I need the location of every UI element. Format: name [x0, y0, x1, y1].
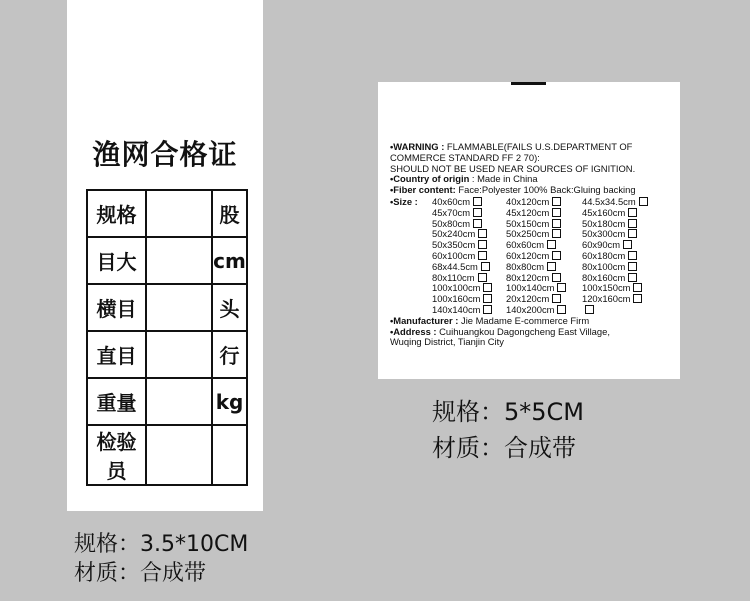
size-checkbox: [552, 197, 561, 206]
size-value: 60x90cm: [582, 239, 621, 251]
row-label: 重量: [87, 378, 146, 425]
care-label-tag: [378, 82, 680, 379]
size-checkbox: [628, 251, 637, 260]
size-checkbox: [552, 229, 561, 238]
certificate-row: [87, 190, 247, 237]
certificate-row: [87, 284, 247, 331]
size-value: 45x120cm: [506, 206, 550, 218]
row-unit: kg: [212, 378, 247, 425]
row-value-blank: [146, 190, 212, 237]
row-value-blank: [146, 378, 212, 425]
size-value: 60x180cm: [582, 249, 626, 261]
fiber-line: [390, 185, 676, 196]
size-checkbox: [483, 294, 492, 303]
size-checkbox: [481, 262, 490, 271]
size-checkbox: [557, 283, 566, 292]
size-value: 60x120cm: [506, 249, 550, 261]
size-value: 50x250cm: [506, 228, 550, 240]
warning-text: FLAMMABLE(FAILS U.S.DEPARTMENT OF: [444, 141, 633, 152]
size-value: 80x110cm: [432, 271, 475, 283]
size-checkbox: [552, 208, 561, 217]
row-label: 横目: [87, 284, 146, 331]
address-label: •Address :: [390, 325, 437, 337]
row-unit: cm: [212, 237, 247, 284]
size-value: 50x300cm: [582, 228, 626, 240]
size-value: 45x160cm: [582, 206, 626, 218]
size-value: 100x140cm: [506, 282, 555, 294]
size-value: 50x80cm: [432, 217, 471, 229]
left-material-caption: 材质：合成带: [74, 561, 207, 586]
row-value-blank: [146, 284, 212, 331]
warning-line-2: COMMERCE STANDARD FF 2 70):: [390, 151, 540, 163]
size-checkbox: [483, 305, 492, 314]
right-spec-caption: 规格：5*5CM: [432, 398, 585, 426]
size-checkbox: [483, 283, 492, 292]
size-checkbox: [473, 197, 482, 206]
size-value: 68x44.5cm: [432, 260, 478, 272]
size-checkbox: [552, 273, 561, 282]
row-label: 规格: [87, 190, 146, 237]
size-checkbox: [478, 240, 487, 249]
size-section: [390, 197, 676, 316]
row-unit: 行: [212, 331, 247, 378]
fiber-value: Face:Polyester 100% Back:Gluing backing: [455, 184, 636, 196]
size-value: 80x160cm: [582, 271, 626, 283]
certificate-table: [86, 189, 248, 486]
size-value: 100x150cm: [582, 282, 631, 294]
address-value: Cuihuangkou Dagongcheng East Village,: [436, 325, 610, 337]
certificate-row: [87, 425, 247, 485]
right-material-caption: 材质：合成带: [432, 434, 576, 462]
certificate-row: [87, 237, 247, 284]
size-option: [582, 305, 648, 316]
warning-label: •WARNING :: [390, 141, 445, 152]
size-option: [582, 294, 648, 305]
size-checkbox: [628, 208, 637, 217]
row-unit: [212, 425, 247, 485]
size-value: 50x150cm: [506, 217, 550, 229]
size-value: 44.5x34.5cm: [582, 195, 636, 207]
size-checkbox: [628, 273, 637, 282]
size-value: 40x120cm: [506, 195, 550, 207]
row-label: 检验员: [87, 425, 146, 485]
row-label: 直目: [87, 331, 146, 378]
size-label: •Size :: [390, 195, 418, 207]
size-checkbox: [478, 273, 487, 282]
size-value: 80x100cm: [582, 260, 626, 272]
fiber-label: •Fiber content:: [390, 184, 456, 196]
size-value: 120x160cm: [582, 293, 631, 305]
size-value: 140x200cm: [506, 303, 555, 315]
size-checkbox: [552, 219, 561, 228]
row-value-blank: [146, 425, 212, 485]
size-checkbox: [623, 240, 632, 249]
fishing-net-certificate-tag: [67, 0, 263, 511]
row-unit: 头: [212, 284, 247, 331]
size-checkbox: [552, 294, 561, 303]
row-unit: 股: [212, 190, 247, 237]
size-value: 100x160cm: [432, 293, 481, 305]
size-checkbox: [473, 208, 482, 217]
address-line-2: Wuqing District, Tianjin City: [390, 336, 504, 348]
size-checkbox: [633, 283, 642, 292]
certificate-title: 渔网合格证: [92, 138, 238, 171]
size-value: 50x180cm: [582, 217, 626, 229]
size-checkbox: [628, 262, 637, 271]
size-checkbox: [628, 219, 637, 228]
size-checkbox: [478, 229, 487, 238]
size-checkbox: [473, 219, 482, 228]
row-value-blank: [146, 237, 212, 284]
size-value: 50x350cm: [432, 239, 476, 251]
size-value: 140x140cm: [432, 303, 481, 315]
size-value: 80x120cm: [506, 271, 550, 283]
size-checkbox: [552, 251, 561, 260]
tag-notch: [511, 82, 546, 85]
warning-line-3: SHOULD NOT BE USED NEAR SOURCES OF IGNITION.: [390, 162, 636, 174]
size-checkbox: [639, 197, 648, 206]
left-spec-caption: 规格：3.5*10CM: [74, 532, 249, 557]
row-label: 目大: [87, 237, 146, 284]
size-checkbox: [557, 305, 566, 314]
certificate-row: [87, 331, 247, 378]
size-value: 60x100cm: [432, 249, 476, 261]
size-checkbox: [633, 294, 642, 303]
manufacturer-value: Jie Madame E-commerce Firm: [458, 314, 590, 326]
size-value: 45x70cm: [432, 206, 471, 218]
care-label-text: [390, 142, 676, 348]
size-checkbox: [478, 251, 487, 260]
certificate-row: [87, 378, 247, 425]
origin-label: •Country of origin: [390, 173, 470, 185]
size-grid: [432, 197, 648, 316]
row-value-blank: [146, 331, 212, 378]
size-value: 60x60cm: [506, 239, 545, 251]
size-value: 100x100cm: [432, 282, 481, 294]
size-checkbox: [628, 229, 637, 238]
origin-value: : Made in China: [469, 173, 538, 185]
size-value: 50x240cm: [432, 228, 476, 240]
size-value: 20x120cm: [506, 293, 550, 305]
size-value: 80x80cm: [506, 260, 545, 272]
size-checkbox: [585, 305, 594, 314]
size-value: 40x60cm: [432, 195, 471, 207]
size-checkbox: [547, 240, 556, 249]
size-checkbox: [547, 262, 556, 271]
manufacturer-label: •Manufacturer :: [390, 314, 459, 326]
